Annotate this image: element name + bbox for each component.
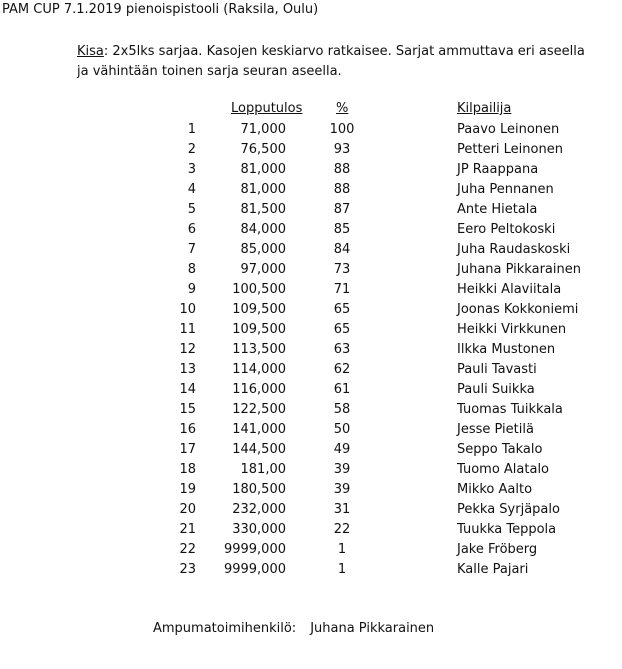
percent-cell: 58	[333, 402, 351, 417]
score-cell: 109,500	[232, 322, 286, 337]
rank-cell: 13	[179, 362, 196, 377]
header-score: Lopputulos	[231, 101, 303, 116]
name-cell: Jake Fröberg	[457, 542, 538, 557]
table-row	[0, 220, 622, 240]
name-cell: Pekka Syrjäpalo	[457, 502, 560, 517]
percent-cell: 88	[333, 182, 351, 197]
rank-cell: 6	[187, 222, 196, 237]
percent-cell: 39	[333, 482, 351, 497]
score-cell: 100,500	[232, 282, 286, 297]
name-cell: Mikko Aalto	[457, 482, 533, 497]
score-cell: 144,500	[232, 442, 286, 457]
percent-cell: 39	[333, 462, 351, 477]
rank-cell: 8	[187, 262, 196, 277]
name-cell: Tuukka Teppola	[457, 522, 557, 537]
table-row	[0, 420, 622, 440]
rank-cell: 22	[179, 542, 196, 557]
score-cell: 81,000	[240, 182, 286, 197]
table-row	[0, 240, 622, 260]
table-row	[0, 560, 622, 580]
rank-cell: 2	[187, 142, 196, 157]
score-cell: 122,500	[232, 402, 286, 417]
rank-cell: 18	[179, 462, 196, 477]
name-cell: Jesse Pietilä	[457, 422, 534, 437]
score-cell: 109,500	[232, 302, 286, 317]
table-row	[0, 440, 622, 460]
rank-cell: 12	[179, 342, 196, 357]
percent-cell: 87	[333, 202, 351, 217]
competition-description	[77, 42, 597, 82]
score-cell: 116,000	[232, 382, 286, 397]
percent-cell: 49	[333, 442, 351, 457]
name-cell: Tuomas Tuikkala	[457, 402, 563, 417]
rank-cell: 9	[187, 282, 196, 297]
score-cell: 9999,000	[223, 542, 286, 557]
table-row	[0, 340, 622, 360]
score-cell: 180,500	[232, 482, 286, 497]
name-cell: Ilkka Mustonen	[457, 342, 556, 357]
rank-cell: 11	[179, 322, 196, 337]
description-text: : 2x5lks sarjaa. Kasojen keskiarvo ratkaisee. Sarjat ammuttava eri aseella ja vähintään toinen sarja seuran aseella.	[77, 44, 585, 79]
table-row	[0, 260, 622, 280]
name-cell: Joonas Kokkoniemi	[457, 302, 579, 317]
percent-cell: 93	[333, 142, 351, 157]
percent-cell: 88	[333, 162, 351, 177]
name-cell: Tuomo Alatalo	[457, 462, 550, 477]
rank-cell: 5	[187, 202, 196, 217]
score-cell: 232,000	[232, 502, 286, 517]
name-cell: Ante Hietala	[457, 202, 538, 217]
percent-cell: 65	[333, 322, 351, 337]
rank-cell: 4	[187, 182, 196, 197]
table-row	[0, 180, 622, 200]
table-row	[0, 460, 622, 480]
score-cell: 330,000	[232, 522, 286, 537]
results-table	[0, 120, 622, 580]
percent-cell: 85	[333, 222, 351, 237]
percent-cell: 63	[333, 342, 351, 357]
header-percent: %	[336, 101, 349, 116]
score-cell: 97,000	[240, 262, 286, 277]
table-row	[0, 140, 622, 160]
percent-cell: 65	[333, 302, 351, 317]
name-cell: Kalle Pajari	[457, 562, 529, 577]
table-row	[0, 520, 622, 540]
percent-cell: 50	[333, 422, 351, 437]
rank-cell: 17	[179, 442, 196, 457]
table-row	[0, 400, 622, 420]
percent-cell: 1	[337, 542, 347, 557]
table-row	[0, 280, 622, 300]
table-row	[0, 120, 622, 140]
rank-cell: 20	[179, 502, 196, 517]
rank-cell: 23	[179, 562, 196, 577]
name-cell: Juha Raudaskoski	[457, 242, 571, 257]
rank-cell: 3	[187, 162, 196, 177]
percent-cell: 84	[333, 242, 351, 257]
table-row	[0, 540, 622, 560]
score-cell: 85,000	[240, 242, 286, 257]
name-cell: Juhana Pikkarainen	[457, 262, 581, 277]
name-cell: Petteri Leinonen	[457, 142, 563, 157]
score-cell: 141,000	[232, 422, 286, 437]
rank-cell: 19	[179, 482, 196, 497]
score-cell: 113,500	[232, 342, 286, 357]
rank-cell: 14	[179, 382, 196, 397]
score-cell: 71,000	[240, 122, 286, 137]
score-cell: 76,500	[240, 142, 286, 157]
name-cell: Pauli Suikka	[457, 382, 535, 397]
percent-cell: 62	[333, 362, 351, 377]
percent-cell: 73	[333, 262, 351, 277]
name-cell: Heikki Virkkunen	[457, 322, 567, 337]
table-row	[0, 320, 622, 340]
description-label: Kisa	[77, 44, 104, 59]
score-cell: 81,000	[240, 162, 286, 177]
name-cell: Heikki Alaviitala	[457, 282, 562, 297]
rank-cell: 10	[179, 302, 196, 317]
table-row	[0, 480, 622, 500]
name-cell: JP Raappana	[457, 162, 539, 177]
score-cell: 84,000	[240, 222, 286, 237]
rank-cell: 21	[179, 522, 196, 537]
name-cell: Eero Peltokoski	[457, 222, 556, 237]
score-cell: 9999,000	[223, 562, 286, 577]
rank-cell: 15	[179, 402, 196, 417]
percent-cell: 22	[333, 522, 351, 537]
score-cell: 81,500	[240, 202, 286, 217]
percent-cell: 61	[333, 382, 351, 397]
name-cell: Seppo Takalo	[457, 442, 543, 457]
score-cell: 181,00	[240, 462, 286, 477]
percent-cell: 31	[333, 502, 351, 517]
official-footer	[153, 621, 434, 636]
name-cell: Juha Pennanen	[457, 182, 554, 197]
header-name: Kilpailija	[457, 101, 512, 116]
official-label: Ampumatoimihenkilö:	[153, 621, 297, 636]
rank-cell: 1	[187, 122, 196, 137]
table-row	[0, 160, 622, 180]
percent-cell: 100	[329, 122, 355, 137]
percent-cell: 1	[337, 562, 347, 577]
table-row	[0, 300, 622, 320]
rank-cell: 16	[179, 422, 196, 437]
table-row	[0, 360, 622, 380]
table-row	[0, 200, 622, 220]
score-cell: 114,000	[232, 362, 286, 377]
table-row	[0, 500, 622, 520]
rank-cell: 7	[187, 242, 196, 257]
table-row	[0, 380, 622, 400]
percent-cell: 71	[333, 282, 351, 297]
name-cell: Pauli Tavasti	[457, 362, 537, 377]
page-title: PAM CUP 7.1.2019 pienoispistooli (Raksila, Oulu)	[2, 2, 319, 17]
official-name: Juhana Pikkarainen	[310, 621, 435, 636]
name-cell: Paavo Leinonen	[457, 122, 560, 137]
